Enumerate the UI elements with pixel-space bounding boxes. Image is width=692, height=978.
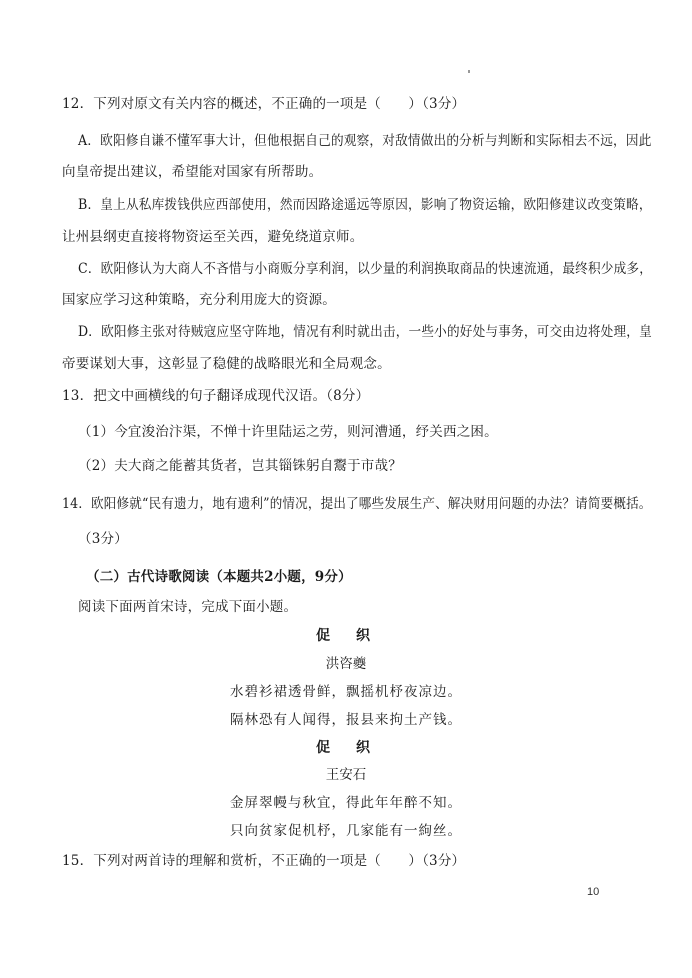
page-number: 10 [587, 886, 600, 898]
question-12-option-c-line1: C．欧阳修认为大商人不吝惜与小商贩分享利润，以少量的利润换取商品的快速流通，最终积少成多， [78, 261, 653, 277]
question-12-option-c-line2: 国家应学习这种策略，充分利用庞大的资源。 [62, 292, 336, 308]
question-12-option-a-line1: A．欧阳修自谦不懂军事大计，但他根据自己的观察，对敌情做出的分析与判断和实际相去不远，因此 [78, 133, 652, 149]
poem-1-line-1: 水碧衫裙透骨鲜，飘摇机杼夜凉边。 [230, 684, 462, 700]
poem-1-title: 促 织 [316, 628, 376, 644]
question-12-option-b-line2: 让州县纲吏直接将物资运至关西，避免绕道京师。 [62, 229, 364, 245]
poem-2-title: 促 织 [316, 740, 376, 756]
section-heading: （二）古代诗歌阅读（本题共2小题，9分） [86, 569, 352, 585]
poem-2-line-1: 金屏翠幔与秋宜，得此年年醉不知。 [230, 795, 462, 811]
poem-1-author: 洪咨夔 [325, 656, 367, 672]
question-14-score: （3分） [78, 531, 128, 547]
question-13-sentence-2: （2）夫大商之能蓄其货者，岂其锱铢躬自鬻于市哉？ [78, 458, 402, 474]
question-13-stem: 13．把文中画横线的句子翻译成现代汉语。（8分） [62, 388, 370, 404]
question-12-option-d-line2: 帝要谋划大事，这彰显了稳健的战略眼光和全局观念。 [62, 356, 391, 372]
section-intro: 阅读下面两首宋诗，完成下面小题。 [78, 599, 298, 615]
question-12-stem: 12．下列对原文有关内容的概述，不正确的一项是（ ）（3分） [62, 96, 466, 112]
question-12-option-d-line1: D．欧阳修主张对待贼寇应坚守阵地，情况有利时就出击，一些小的好处与事务，可交由边将处理，皇 [78, 324, 652, 340]
poem-2-author: 王安石 [325, 767, 367, 783]
question-12-option-b-line1: B．皇上从私库拨钱供应西部使用，然而因路途遥远等原因，影响了物资运输，欧阳修建议改变策略， [78, 197, 652, 213]
question-13-sentence-1: （1）今宜浚治汴渠，不惮十许里陆运之劳，则河漕通，纾关西之困。 [78, 424, 498, 440]
scan-speck [468, 70, 470, 73]
question-12-option-a-line2: 向皇帝提出建议，希望能对国家有所帮助。 [62, 164, 323, 180]
poem-1-line-2: 隔林恐有人闻得，报县来拘土产钱。 [230, 712, 462, 728]
question-15-stem: 15．下列对两首诗的理解和赏析，不正确的一项是（ ）（3分） [62, 853, 466, 869]
question-14-stem: 14．欧阳修就“民有遗力，地有遗利”的情况，提出了哪些发展生产、解决财用问题的办法？请简要概括。 [62, 496, 652, 512]
poem-2-line-2: 只向贫家促机杼，几家能有一絇丝。 [230, 823, 462, 839]
